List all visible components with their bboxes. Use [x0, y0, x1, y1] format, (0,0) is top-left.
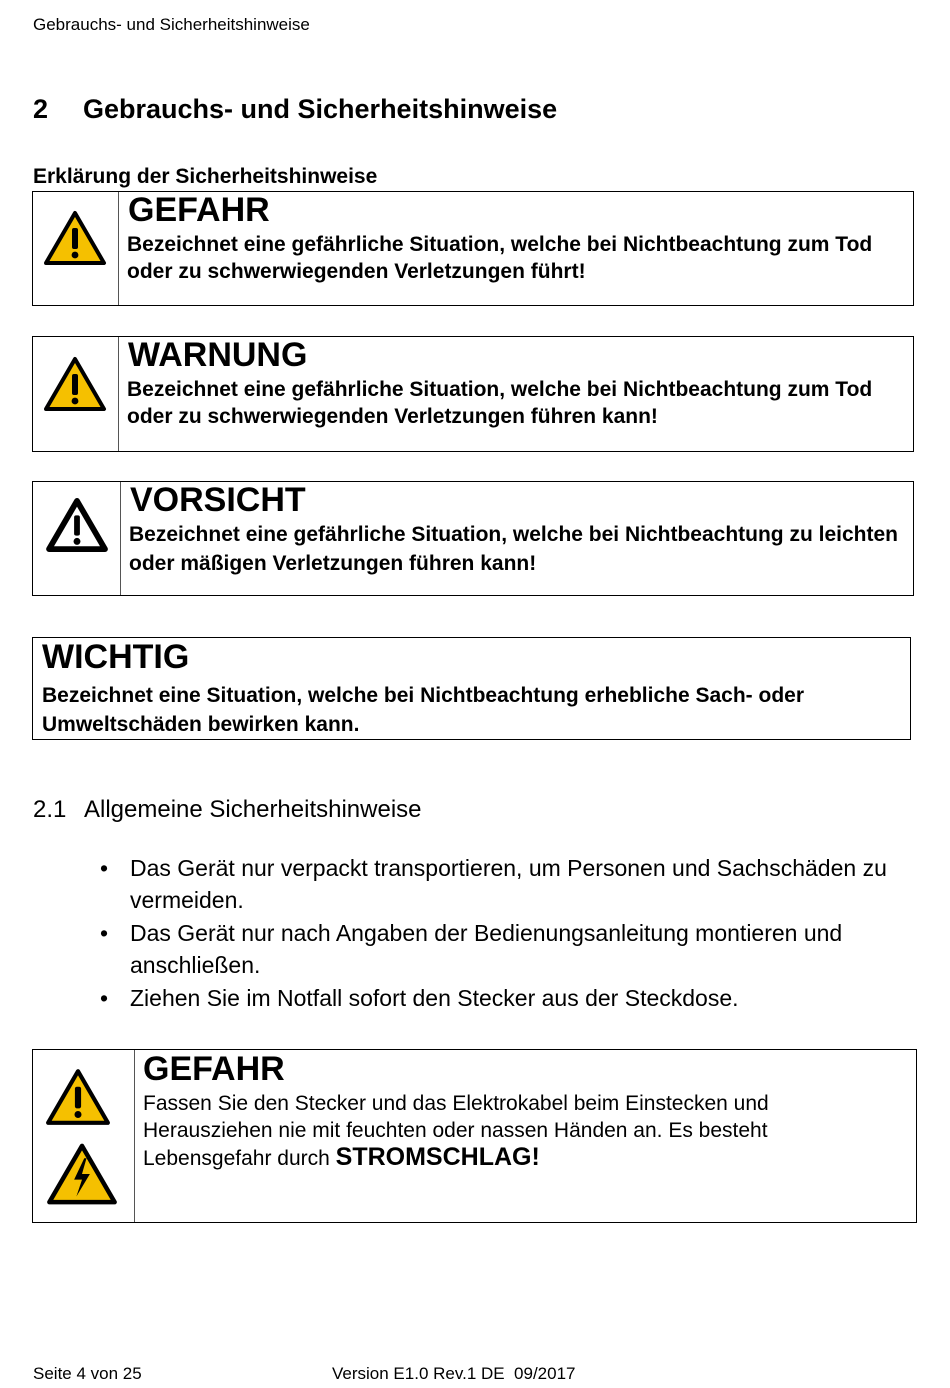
- notice-text: [143, 1090, 883, 1172]
- warning-triangle-icon: [43, 210, 107, 266]
- notice-vorsicht: [32, 481, 914, 596]
- footer-page: Seite 4 von 25: [33, 1364, 142, 1383]
- warning-triangle-icon: [45, 1068, 111, 1126]
- section-title: Gebrauchs- und Sicherheitshinweise: [83, 94, 558, 124]
- notice-icon-column: [33, 1050, 135, 1222]
- stromschlag-emphasis: STROMSCHLAG!: [335, 1143, 540, 1171]
- list-item: [100, 982, 900, 1014]
- notice-warnung: [32, 336, 914, 452]
- notice-icon-column: [33, 192, 119, 305]
- subsection-title: Allgemeine Sicherheitshinweise: [84, 796, 422, 823]
- notice-title: WARNUNG: [128, 336, 308, 374]
- caution-triangle-icon: [46, 498, 108, 552]
- subheading: Erklärung der Sicherheitshinweise: [33, 165, 378, 188]
- list-item: [100, 917, 900, 981]
- notice-gefahr-stromschlag: [32, 1049, 917, 1223]
- section-heading: [33, 94, 557, 125]
- warning-triangle-icon: [43, 356, 107, 412]
- list-item-text: Das Gerät nur verpackt transportieren, um Personen und Sachschäden zu vermeiden.: [130, 855, 887, 913]
- notice-text: Bezeichnet eine Situation, welche bei Nichtbeachtung erhebliche Sach- oder Umweltschäden bewirken kann.: [42, 684, 804, 736]
- electric-shock-icon: [46, 1142, 118, 1206]
- subsection-heading: [33, 796, 422, 824]
- notice-icon-column: [33, 337, 119, 451]
- notice-text-body: Fassen Sie den Stecker und das Elektrokabel beim Einstecken und Herausziehen nie mit feuchten oder nassen Händen an. Es besteht Lebensgefahr durch: [143, 1092, 769, 1170]
- list-item-text: Ziehen Sie im Notfall sofort den Stecker aus der Steckdose.: [130, 985, 739, 1011]
- safety-bullet-list: [100, 852, 900, 1015]
- section-number: 2: [33, 94, 49, 124]
- notice-wichtig: [32, 637, 911, 740]
- notice-text: Bezeichnet eine gefährliche Situation, welche bei Nichtbeachtung zum Tod oder zu schwerwiegenden Verletzungen führt!: [127, 233, 873, 283]
- notice-text: Bezeichnet eine gefährliche Situation, welche bei Nichtbeachtung zu leichten oder mäßigen Verletzungen führen kann!: [129, 523, 898, 575]
- bullet-glyph: •: [100, 855, 109, 881]
- notice-title: GEFAHR: [143, 1050, 285, 1088]
- bullet-glyph: •: [100, 985, 109, 1011]
- running-header: Gebrauchs- und Sicherheitshinweise: [33, 15, 310, 34]
- list-item: [100, 852, 900, 916]
- notice-icon-column: [33, 482, 121, 595]
- notice-title: VORSICHT: [130, 481, 306, 519]
- notice-title: WICHTIG: [42, 638, 190, 676]
- notice-text: Bezeichnet eine gefährliche Situation, welche bei Nichtbeachtung zum Tod oder zu schwerwiegenden Verletzungen führen kann!: [127, 378, 873, 428]
- footer-version: Version E1.0 Rev.1 DE 09/2017: [332, 1364, 576, 1383]
- list-item-text: Das Gerät nur nach Angaben der Bedienungsanleitung montieren und anschließen.: [130, 920, 843, 978]
- notice-gefahr: [32, 191, 914, 306]
- subsection-number: 2.1: [33, 796, 67, 823]
- notice-title: GEFAHR: [128, 191, 270, 229]
- bullet-glyph: •: [100, 920, 109, 946]
